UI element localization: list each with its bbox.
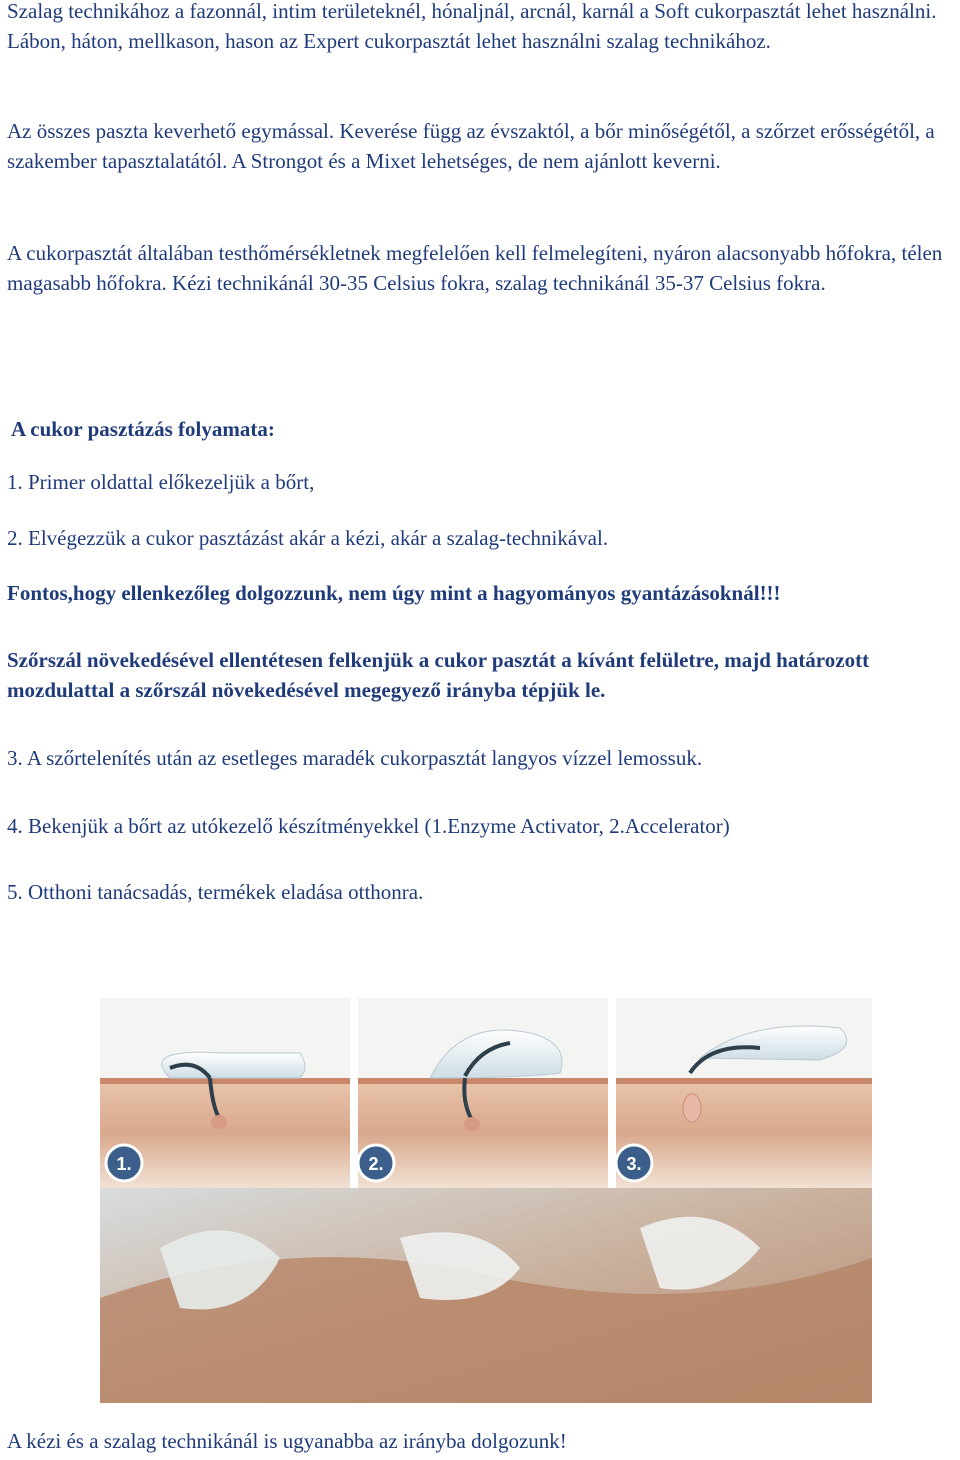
step-badge-3-label: 3.: [626, 1154, 642, 1174]
diagram-panel-3: [616, 998, 872, 1188]
step-badge-1-label: 1.: [116, 1154, 132, 1174]
step-2: 2. Elvégezzük a cukor pasztázást akár a kézi, akár a szalag-technikával.: [7, 526, 609, 550]
footer-note: A kézi és a szalag technikánál is ugyanabba az irányba dolgozunk!: [7, 1429, 567, 1453]
sugaring-process-illustration: [100, 998, 872, 1403]
paragraph-soft-expert: Szalag technikához a fazonnál, intim területeknél, hónaljnál, arcnál, karnál a Soft cukorpasztát lehet használni. Lábon, háton, mellkason, hason az Expert cukorpasztát lehet használni szalag technikához.: [7, 0, 937, 53]
direction-instruction: Szőrszál növekedésével ellentétesen felkenjük a cukor pasztát a kívánt felületre, majd határozott mozdulattal a szőrszál növekedésével megegyező irányba tépjük le.: [7, 648, 870, 702]
hand-technique-photos: [100, 1188, 872, 1403]
paragraph-mixing: Az összes paszta keverhető egymással. Keverése függ az évszaktól, a bőr minőségétől, a szőrzet erősségétől, a szakember tapasztalatától. A Strongot és a Mixet lehetséges, de nem ajánlott keverni.: [7, 119, 935, 173]
step-badge-3: [616, 1145, 652, 1181]
step-badge-1: [106, 1145, 142, 1181]
process-heading: A cukor pasztázás folyamata:: [11, 417, 275, 441]
important-note: Fontos,hogy ellenkezőleg dolgozzunk, nem úgy mint a hagyományos gyantázásoknál!!!: [7, 581, 781, 605]
paragraph-temperature: A cukorpasztát általában testhőmérsékletnek megfelelően kell felmelegíteni, nyáron alacsonyabb hőfokra, télen magasabb hőfokra. Kézi technikánál 30-35 Celsius fokra, szalag technikánál 35-37 Celsius fokra.: [7, 241, 943, 295]
step-badge-2-label: 2.: [368, 1154, 384, 1174]
step-1: 1. Primer oldattal előkezeljük a bőrt,: [7, 470, 315, 494]
step-3: 3. A szőrtelenítés után az esetleges maradék cukorpasztát langyos vízzel lemossuk.: [7, 746, 703, 770]
step-badge-2: [358, 1145, 394, 1181]
step-5: 5. Otthoni tanácsadás, termékek eladása otthonra.: [7, 880, 424, 904]
diagram-panel-2: [358, 998, 608, 1188]
step-4: 4. Bekenjük a bőrt az utókezelő készítményekkel (1.Enzyme Activator, 2.Accelerator): [7, 814, 730, 838]
